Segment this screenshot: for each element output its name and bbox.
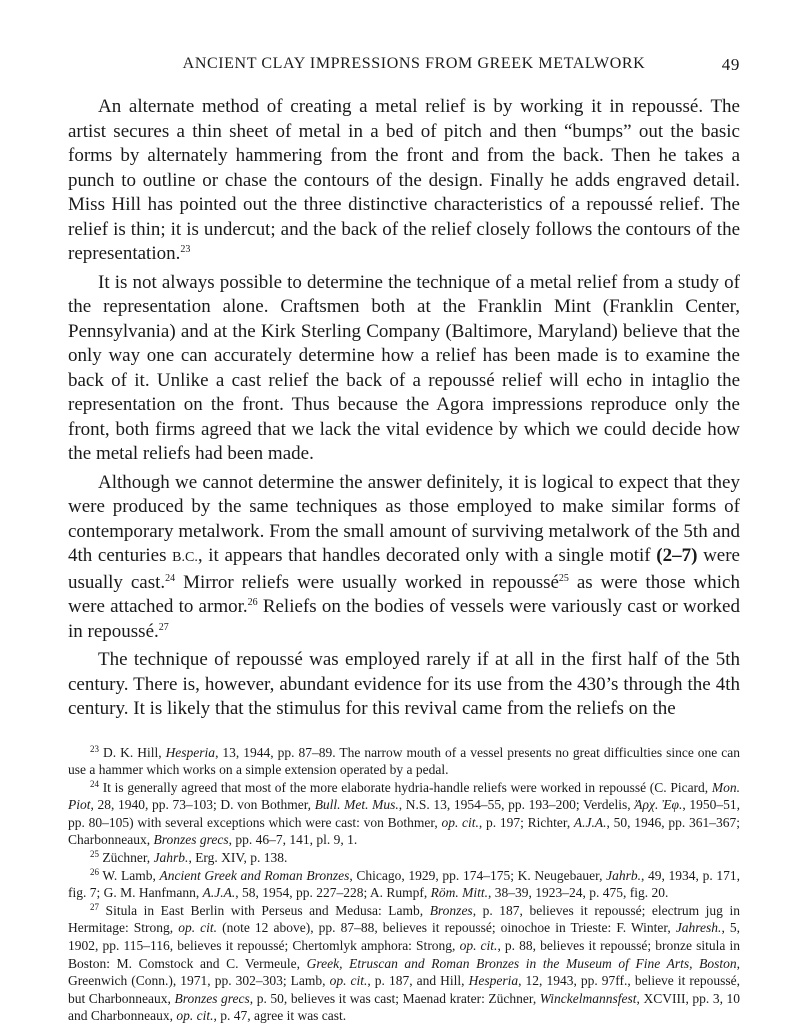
footnote-23: [68, 744, 740, 779]
footnote-italic: Bronzes: [430, 903, 473, 918]
footnote-italic: op. cit.: [441, 815, 478, 830]
era-bc: B.C.: [172, 550, 198, 565]
paragraph-3-text-f: Reliefs on the bodies of vessels were variously cast or worked in repoussé.: [68, 596, 740, 642]
paragraph-1: [68, 95, 740, 267]
paragraph-3: [68, 471, 740, 645]
footnote-text: , p. 187, and Hill,: [367, 973, 468, 988]
footnote-text: W. Lamb,: [99, 868, 159, 883]
footnote-ref-24: 24: [165, 573, 175, 584]
footnote-text: , p. 197; Richter,: [479, 815, 574, 830]
footnote-italic: op. cit.: [176, 1008, 213, 1023]
footnote-text: , p. 50, believes it was cast; Maenad krater: Züchner,: [250, 991, 540, 1006]
footnote-text: , pp. 46–7, 141, pl. 9, 1.: [229, 832, 358, 847]
footnote-text: , 1950–51, pp. 80–105) with several exceptions which were cast: von Bothmer,: [68, 797, 740, 830]
running-head: [68, 55, 740, 83]
footnote-text: Situla in East Berlin with Perseus and Medusa: Lamb,: [99, 903, 430, 918]
footnote-text: , 38–39, 1923–24, p. 475, fig. 20.: [488, 885, 668, 900]
footnote-italic: Jahrb.: [606, 868, 641, 883]
running-title: ANCIENT CLAY IMPRESSIONS FROM GREEK METALWORK: [163, 55, 646, 73]
paragraph-2: [68, 271, 740, 467]
footnote-ref-27: 27: [159, 622, 169, 633]
footnote-text: , XCVIII, pp. 3, 10 and Charbonneaux,: [68, 991, 740, 1024]
paragraph-1-text: An alternate method of creating a metal relief is by working it in repoussé. The artist secures a thin sheet of metal in a bed of pitch and then “bumps” out the basic forms by alternately hammering from the front and from the back. Then he takes a punch to outline or chase the contours of the design. Finally he adds engraved detail. Miss Hill has pointed out the three distinctive characteristics of a repoussé relief. The relief is thin; it is undercut; and the back of the relief closely follows the contours of the representation.: [68, 96, 740, 264]
footnote-italic: op. cit.: [330, 973, 368, 988]
footnote-26: [68, 867, 740, 902]
footnote-text: , N.S. 13, 1954–55, pp. 193–200; Verdelis,: [399, 797, 635, 812]
footnote-separator: [68, 726, 740, 744]
footnote-italic: Röm. Mitt.: [431, 885, 488, 900]
footnote-italic: A.J.A.: [203, 885, 236, 900]
footnote-24: [68, 779, 740, 849]
footnote-text: , 12, 1943, pp. 97ff., believe it repoussé, but Charbonneaux,: [68, 973, 740, 1006]
footnote-italic: Winckelmannsfest: [540, 991, 637, 1006]
footnote-italic: op. cit.: [178, 920, 217, 935]
footnote-italic: Jahresh.: [676, 920, 722, 935]
footnote-italic: op. cit.: [460, 938, 498, 953]
footnote-italic: Mon. Piot: [68, 780, 740, 813]
catalogue-ref: (2–7): [656, 545, 697, 566]
paragraph-2-text: It is not always possible to determine the technique of a metal relief from a study of the representation alone. Craftsmen both at the Franklin Mint (Franklin Center, Pennsylvania) and at the Kirk Sterling Company (Baltimore, Maryland) believe that the only way one can accurately determine how a relief has been made is to examine the back of it. Unlike a cast relief the back of a repoussé relief will echo in intaglio the representation on the front. Thus because the Agora impressions reproduce only the front, both firms agreed that we lack the vital evidence by which we could decide how the metal reliefs had been made.: [68, 272, 740, 465]
footnote-text: It is generally agreed that most of the more elaborate hydria-handle reliefs were worked in repoussé (C. Picard,: [99, 780, 712, 795]
footnote-number: 27: [90, 902, 99, 912]
footnote-text: D. K. Hill,: [99, 745, 166, 760]
footnote-text: , p. 187, believes it repoussé; electrum jug in Hermitage: Strong,: [68, 903, 740, 936]
footnote-text: (note 12 above), pp. 87–88, believes it repoussé; oinochoe in Trieste: F. Winter,: [217, 920, 676, 935]
footnote-italic: Greek, Etruscan and Roman Bronzes in the Museum of Fine Arts, Boston: [307, 956, 737, 971]
footnote-ref-25: 25: [559, 573, 569, 584]
footnote-ref-23: 23: [180, 244, 190, 255]
footnote-italic: Bronzes grecs: [153, 832, 228, 847]
footnote-text: , 5, 1902, pp. 115–116, believes it repoussé; Chertomlyk amphora: Strong,: [68, 920, 740, 953]
page: [68, 55, 740, 1025]
footnote-text: , 49, 1934, p. 171, fig. 7; G. M. Hanfmann,: [68, 868, 740, 901]
footnote-italic: Hesperia: [469, 973, 519, 988]
footnote-italic: Hesperia: [166, 745, 216, 760]
paragraph-3-text-b: , it appears that handles decorated only with a single motif: [198, 545, 656, 566]
paragraph-4: [68, 648, 740, 722]
footnote-italic: Ἀρχ. Ἐφ.: [634, 797, 682, 812]
footnote-ref-26: 26: [248, 597, 258, 608]
paragraph-4-text: The technique of repoussé was employed rarely if at all in the first half of the 5th century. There is, however, abundant evidence for its use from the 430’s through the 4th century. It is likely that the stimulus for this revival came from the reliefs on the: [68, 649, 740, 719]
footnote-text: , 50, 1946, pp. 361–367; Charbonneaux,: [68, 815, 740, 848]
footnote-text: , 58, 1954, pp. 227–228; A. Rumpf,: [235, 885, 430, 900]
paragraph-3-text-e: as were those which were attached to armor.: [68, 572, 740, 618]
page-number: 49: [722, 55, 740, 75]
footnote-text: , 13, 1944, pp. 87–89. The narrow mouth of a vessel presents no great difficulties since one can use a hammer which works on a simple extension operated by a pedal.: [68, 745, 740, 778]
footnote-italic: Ancient Greek and Roman Bronzes: [159, 868, 349, 883]
footnote-number: 23: [90, 744, 99, 754]
footnote-italic: Bronzes grecs: [174, 991, 249, 1006]
footnote-text: , p. 47, agree it was cast.: [213, 1008, 346, 1023]
footnote-italic: Bull. Met. Mus.: [315, 797, 399, 812]
footnote-27: [68, 902, 740, 1025]
footnote-italic: A.J.A.: [574, 815, 607, 830]
footnote-number: 25: [90, 849, 99, 859]
body-text: [68, 95, 740, 722]
footnote-text: , p. 88, believes it repoussé; bronze situla in Boston: M. Comstock and C. Vermeule,: [68, 938, 740, 971]
paragraph-3-text-c: were usually cast.: [68, 545, 740, 593]
footnote-text: Züchner,: [99, 850, 154, 865]
footnote-number: 24: [90, 779, 99, 789]
paragraph-3-text-a: Although we cannot determine the answer definitely, it is logical to expect that they were produced by the same techniques as those employed to make similar forms of contemporary metalwork. From the small amount of surviving metalwork of the 5th and 4th centuries: [68, 472, 740, 567]
footnote-text: , Erg. XIV, p. 138.: [188, 850, 287, 865]
footnote-number: 26: [90, 867, 99, 877]
footnote-25: [68, 849, 740, 867]
footnotes: [68, 744, 740, 1025]
paragraph-3-text-d: Mirror reliefs were usually worked in repoussé: [175, 572, 559, 593]
footnote-text: , Chicago, 1929, pp. 174–175; K. Neugebauer,: [349, 868, 606, 883]
footnote-italic: Jahrb.: [154, 850, 189, 865]
footnote-text: , Greenwich (Conn.), 1971, pp. 302–303; Lamb,: [68, 956, 740, 989]
footnote-text: , 28, 1940, pp. 73–103; D. von Bothmer,: [91, 797, 315, 812]
